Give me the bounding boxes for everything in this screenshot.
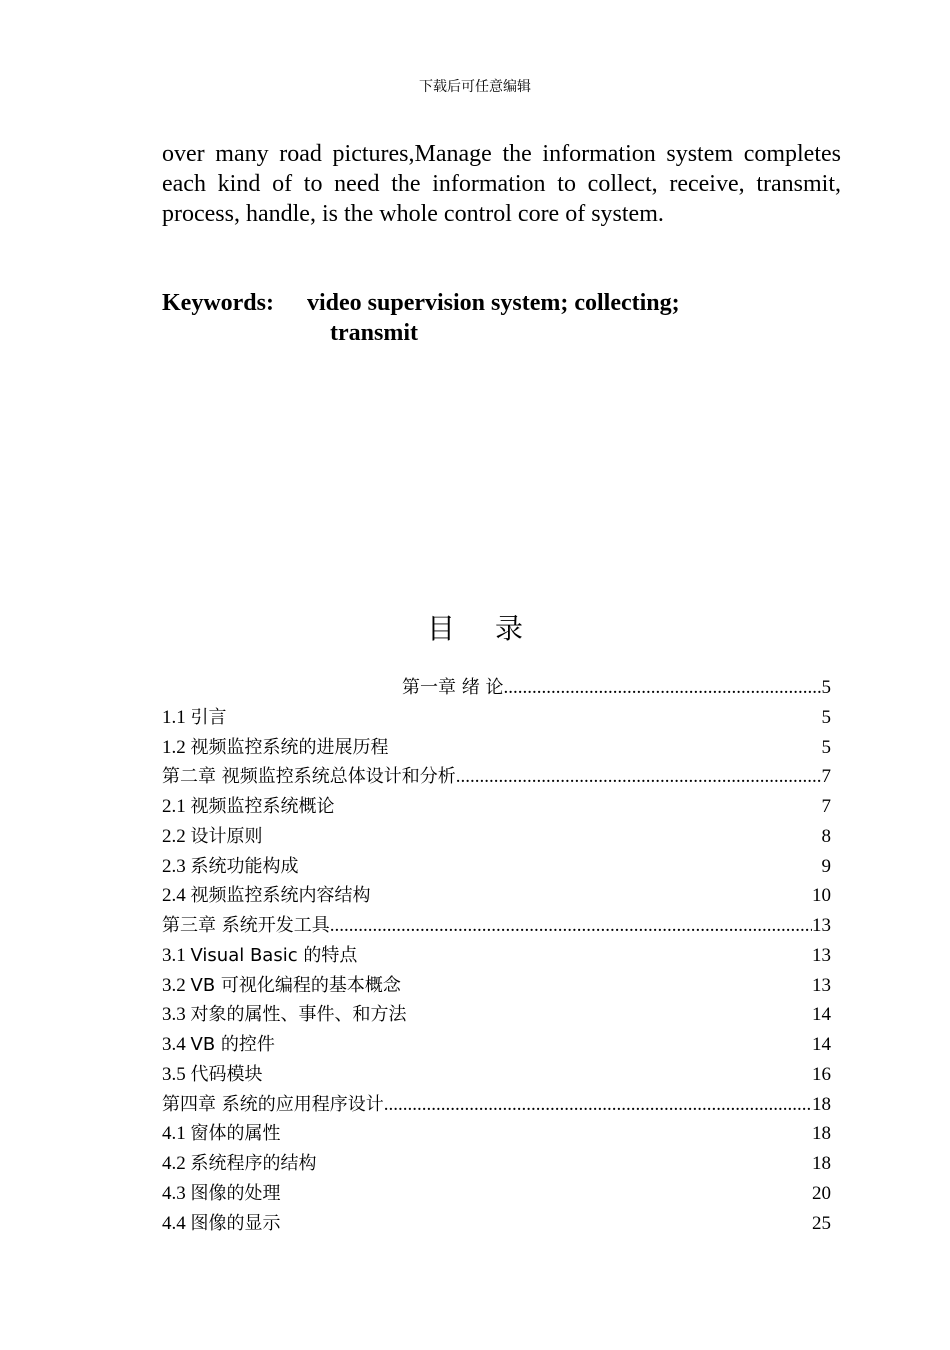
toc-section-entry[interactable] bbox=[162, 733, 831, 763]
toc-entry-number: 4.2 bbox=[162, 1153, 191, 1174]
toc-entry-label bbox=[162, 703, 227, 733]
toc-entry-text: 图像的处理 bbox=[190, 1182, 281, 1204]
toc-page-number: 7 bbox=[821, 796, 831, 817]
toc-section-entry[interactable] bbox=[162, 881, 831, 911]
toc-page-number: 18 bbox=[812, 1153, 831, 1174]
toc-entry-text: 视频监控系统概论 bbox=[190, 796, 335, 817]
toc-page-number: 18 bbox=[812, 1093, 831, 1115]
toc-dot-leader bbox=[384, 1090, 812, 1120]
toc-page-number: 13 bbox=[812, 944, 831, 966]
toc-entry-number: 4.4 bbox=[162, 1212, 191, 1234]
toc-entry-label bbox=[162, 1090, 384, 1120]
toc-entry-label bbox=[162, 1030, 275, 1060]
page-header: 下载后可任意编辑 bbox=[419, 80, 531, 95]
toc-entry-label bbox=[162, 792, 335, 822]
toc-page-number: 13 bbox=[812, 974, 831, 996]
toc-entry-text: Visual Basic 的特点 bbox=[190, 944, 358, 966]
toc-dot-leader bbox=[330, 911, 812, 941]
toc-entry-label bbox=[162, 1119, 281, 1149]
toc-section-entry[interactable] bbox=[162, 1030, 831, 1060]
toc-entry-text: 引言 bbox=[190, 706, 227, 728]
toc-section-entry[interactable] bbox=[162, 971, 831, 1001]
toc-page-number: 14 bbox=[812, 1004, 831, 1026]
toc-chapter-entry[interactable] bbox=[162, 911, 831, 941]
toc-chapter-entry[interactable] bbox=[162, 673, 831, 703]
toc-section-entry[interactable] bbox=[162, 1149, 831, 1179]
toc-page-number: 10 bbox=[812, 885, 831, 907]
toc-entry-text: 第四章 系统的应用程序设计 bbox=[162, 1093, 384, 1115]
toc-page-number: 20 bbox=[812, 1182, 831, 1204]
toc-entry-label bbox=[162, 941, 357, 971]
toc-entry-text: 代码模块 bbox=[190, 1063, 263, 1085]
toc-entry-text: 窗体的属性 bbox=[190, 1123, 281, 1145]
abstract-paragraph: over many road pictures,Manage the information system completes each kind of to need the information to collect, receive, transmit, process, handle, is the whole control core of system. bbox=[162, 141, 841, 227]
toc-entry-text: 图像的显示 bbox=[190, 1212, 281, 1234]
toc-entry-number: 2.1 bbox=[162, 796, 191, 817]
toc-page-number: 16 bbox=[812, 1063, 831, 1085]
toc-section-entry[interactable] bbox=[162, 941, 831, 971]
toc-section-entry[interactable] bbox=[162, 1119, 831, 1149]
toc-entry-number: 4.1 bbox=[162, 1123, 191, 1145]
toc-entry-number: 3.1 bbox=[162, 944, 191, 966]
toc-page-number: 8 bbox=[821, 825, 831, 847]
toc-entry-number: 3.3 bbox=[162, 1004, 191, 1026]
toc-entry-label bbox=[402, 673, 503, 703]
toc-entry-label bbox=[162, 852, 299, 882]
toc-section-entry[interactable] bbox=[162, 822, 831, 852]
toc-entry-text: 设计原则 bbox=[190, 825, 263, 847]
toc-dot-leader bbox=[503, 673, 821, 703]
toc-section-entry[interactable] bbox=[162, 852, 831, 882]
toc-section-entry[interactable] bbox=[162, 1000, 831, 1030]
toc-entry-label bbox=[162, 733, 389, 763]
toc-section-entry[interactable] bbox=[162, 1060, 831, 1090]
toc-chapter-entry[interactable] bbox=[162, 1090, 831, 1120]
toc-entry-number: 3.4 bbox=[162, 1034, 191, 1055]
toc-section-entry[interactable] bbox=[162, 703, 831, 733]
toc-page-number: 25 bbox=[812, 1212, 831, 1234]
toc-page-number: 5 bbox=[821, 706, 831, 728]
toc-entry-text: VB 可视化编程的基本概念 bbox=[190, 974, 401, 996]
toc-entry-number: 1.2 bbox=[162, 736, 191, 758]
toc-entry-text: 系统功能构成 bbox=[190, 855, 299, 877]
toc-entry-text: 第一章 绪 论 bbox=[402, 677, 504, 698]
toc-entry-text: 第三章 系统开发工具 bbox=[162, 915, 330, 936]
table-of-contents bbox=[162, 673, 831, 1238]
toc-entry-label bbox=[162, 822, 263, 852]
toc-entry-label bbox=[162, 881, 371, 911]
toc-entry-text: 系统程序的结构 bbox=[190, 1153, 317, 1174]
toc-entry-number: 2.2 bbox=[162, 825, 191, 847]
toc-entry-label bbox=[162, 1179, 281, 1209]
toc-page-number: 13 bbox=[812, 915, 831, 936]
toc-page-number: 5 bbox=[821, 677, 831, 698]
toc-page-number: 14 bbox=[812, 1034, 831, 1055]
toc-section-entry[interactable] bbox=[162, 1179, 831, 1209]
toc-chapter-entry[interactable] bbox=[162, 762, 831, 792]
toc-entry-number: 3.2 bbox=[162, 974, 191, 996]
toc-entry-number: 4.3 bbox=[162, 1182, 191, 1204]
toc-page-number: 9 bbox=[821, 855, 831, 877]
toc-entry-label bbox=[162, 911, 330, 941]
toc-entry-text: 对象的属性、事件、和方法 bbox=[190, 1004, 407, 1026]
toc-entry-number: 2.3 bbox=[162, 855, 191, 877]
toc-page-number: 18 bbox=[812, 1123, 831, 1145]
toc-entry-label bbox=[162, 1000, 407, 1030]
toc-entry-text: 视频监控系统内容结构 bbox=[190, 885, 371, 907]
toc-section-entry[interactable] bbox=[162, 792, 831, 822]
toc-page-number: 7 bbox=[821, 766, 831, 788]
toc-entry-label bbox=[162, 762, 456, 792]
keywords-line1: video supervision system; collecting; bbox=[307, 290, 680, 316]
toc-dot-leader bbox=[456, 762, 822, 792]
toc-entry-text: 第二章 视频监控系统总体设计和分析 bbox=[162, 766, 456, 788]
toc-section-entry[interactable] bbox=[162, 1209, 831, 1239]
toc-title-char2: 录 bbox=[495, 612, 524, 645]
toc-entry-label bbox=[162, 1209, 281, 1239]
keywords-label: Keywords: bbox=[162, 290, 274, 316]
toc-entry-number: 2.4 bbox=[162, 885, 191, 907]
keywords-line2: transmit bbox=[330, 320, 418, 346]
toc-title bbox=[0, 612, 950, 646]
toc-entry-number: 1.1 bbox=[162, 706, 191, 728]
toc-entry-text: 视频监控系统的进展历程 bbox=[190, 736, 389, 758]
toc-entry-text: VB 的控件 bbox=[190, 1034, 275, 1055]
toc-entry-label bbox=[162, 1060, 263, 1090]
toc-title-char1: 目 bbox=[426, 612, 455, 645]
toc-page-number: 5 bbox=[821, 736, 831, 758]
toc-entry-number: 3.5 bbox=[162, 1063, 191, 1085]
toc-entry-label bbox=[162, 1149, 317, 1179]
keywords-block bbox=[162, 288, 841, 348]
toc-entry-label bbox=[162, 971, 401, 1001]
